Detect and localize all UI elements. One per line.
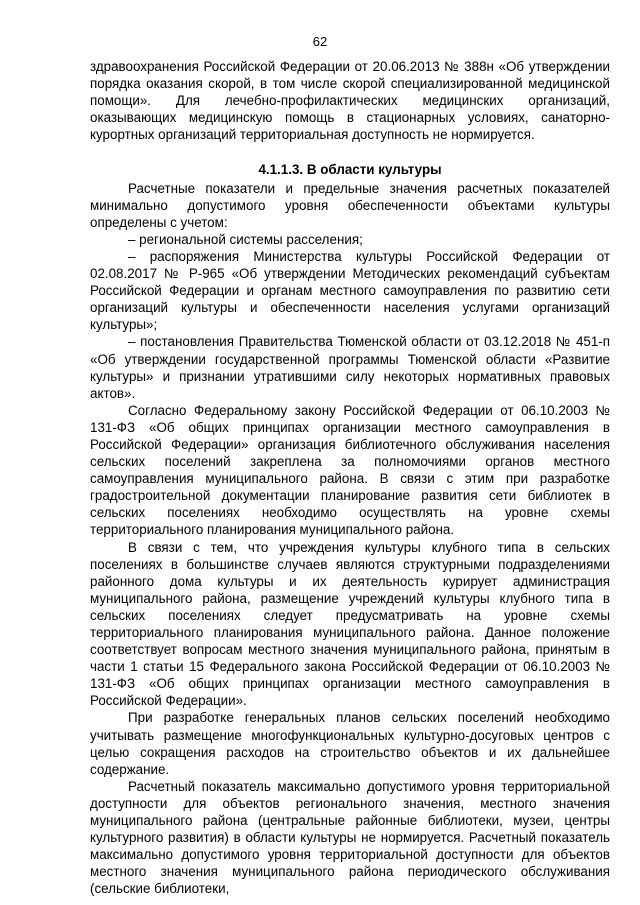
list-item-regional-settlement: – региональной системы расселения;: [128, 231, 363, 247]
section-paragraph: Расчетные показатели и предельные значения расчетных показателей минимально допустимого уровня обеспеченности объектами культуры определены с учетом:: [90, 180, 610, 230]
page-number: 62: [312, 34, 328, 49]
paragraph-continued: здравоохранения Российской Федерации от 20.06.2013 № 388н «Об утверждении порядка оказания скорой, в том числе скорой специализированной медицинской помощи». Для лечебно-профилактических медицинских организаций, оказывающих медицинскую помощь в стационарных условиях, санаторно-курортных организаций территориальная доступность не нормируется.: [90, 59, 610, 143]
section-paragraph: Расчетный показатель максимально допустимого уровня территориальной доступности для объектов регионального значения, местного значения муниципального района (центральные районные библиотеки, музеи, центры культурного развития) в области культуры не нормируется. Расчетный показатель максимально допустимого уровня территориальной доступности для объектов местного значения муниципального района периодического обслуживания (сельские библиотеки,: [90, 778, 610, 897]
list-item-government-resolution: – постановления Правительства Тюменской области от 03.12.2018 № 451-п «Об утверждении государственной программы Тюменской области «Развитие культуры» и признании утратившими силу некоторых нормативных правовых актов».: [90, 334, 610, 401]
section-paragraph: При разработке генеральных планов сельских поселений необходимо учитывать размещение многофункциональных культурно-досуговых центров с целью сокращения расходов на строительство объектов и их дальнейшее содержание.: [90, 710, 610, 777]
section-paragraph: В связи с тем, что учреждения культуры клубного типа в сельских поселениях в большинстве случаев являются структурными подразделениями районного дома культуры и их деятельность курирует администрация муниципального района, размещение учреждений культуры клубного типа в сельских поселениях следует предусматривать на уровне схемы территориального планирования муниципального района. Данное положение соответствует вопросам местного значения муниципального района, принятым в части 1 статьи 15 Федерального закона Российской Федерации от 06.10.2003 № 131-ФЗ «Об общих принципах организации местного самоуправления в Российской Федерации».: [90, 539, 610, 709]
section-paragraph: Согласно Федеральному закону Российской Федерации от 06.10.2003 № 131-ФЗ «Об общих принципах организации местного самоуправления в Российской Федерации» организация библиотечного обслуживания населения сельских поселений закреплена за полномочиями органов местного самоуправления муниципального района. В связи с этим при разработке градостроительной документации планирование развития сети библиотек в сельских поселениях необходимо осуществлять на уровне схемы территориального планирования муниципального района.: [90, 402, 610, 538]
section-heading: 4.1.1.3. В области культуры: [258, 162, 442, 178]
list-item-ministry-order: – распоряжения Министерства культуры Российской Федерации от 02.08.2017 № Р-965 «Об утверждении Методических рекомендаций субъектам Российской Федерации и органам местного самоуправления по развитию сети организаций культуры и обеспеченности населения услугами организаций культуры»;: [90, 248, 610, 333]
page-content: [90, 58, 610, 898]
